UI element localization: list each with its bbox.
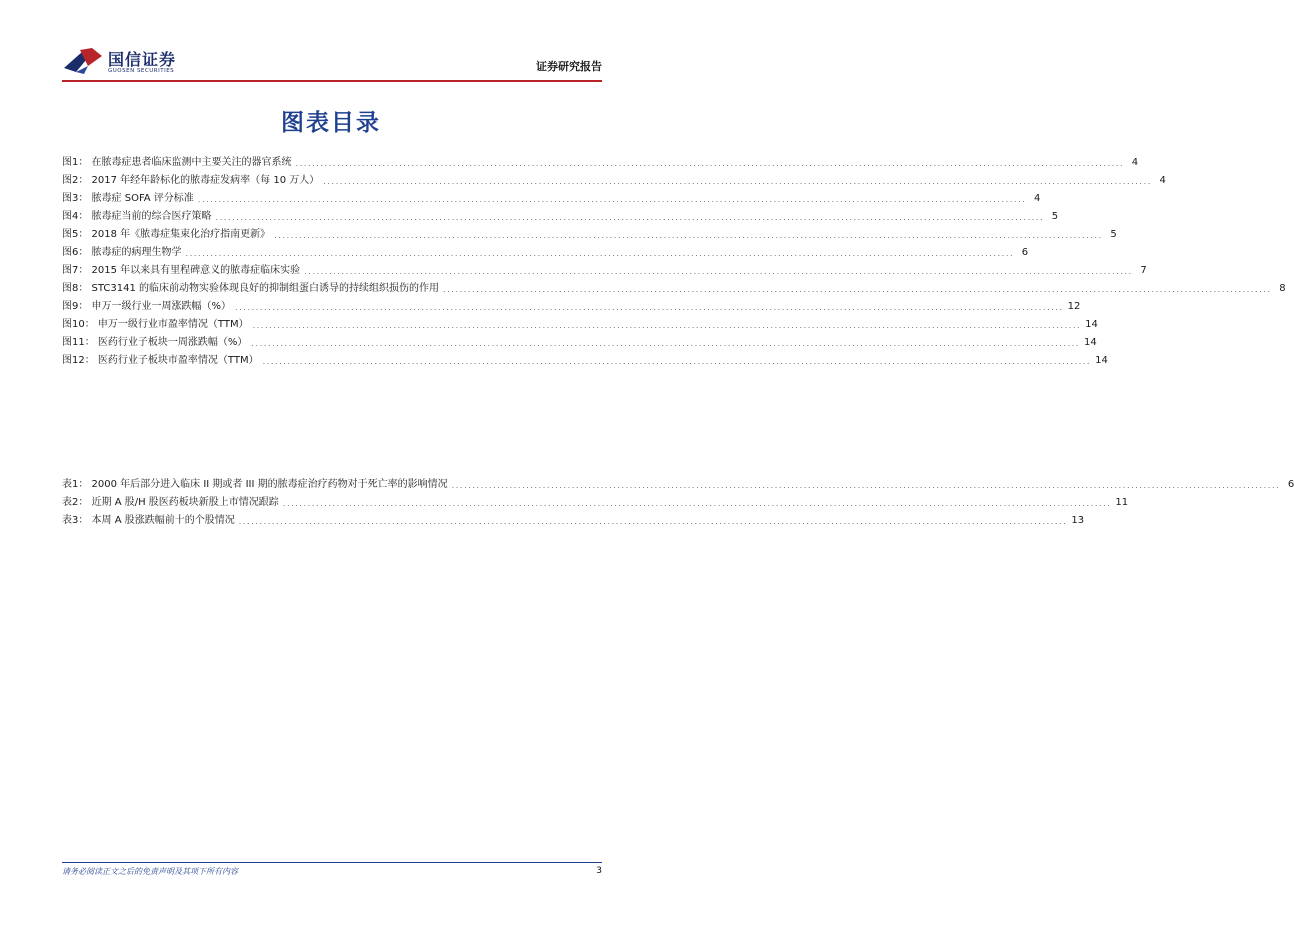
toc-entry-label: 图4： 脓毒症当前的综合医疗策略 (62, 211, 212, 222)
table-toc-entry[interactable] (62, 476, 1294, 494)
toc-entry-page: 6 (1021, 247, 1029, 258)
toc-entry-page: 5 (1051, 211, 1059, 222)
figure-toc-entry[interactable] (62, 244, 1029, 262)
figure-toc-entry[interactable] (62, 190, 1041, 208)
table-toc-entry[interactable] (62, 494, 1129, 512)
toc-dot-leader: ........................................................................................................................................................................................................ (235, 303, 1064, 312)
footer-disclaimer: 请务必阅读正文之后的免责声明及其项下所有内容 (62, 867, 238, 876)
toc-entry-page: 12 (1067, 301, 1081, 312)
figure-toc-entry[interactable] (62, 334, 1097, 352)
figure-toc-entry[interactable] (62, 226, 1117, 244)
toc-entry-label: 图9： 申万一级行业一周涨跌幅（%） (62, 301, 232, 312)
figure-toc-entry[interactable] (62, 280, 1286, 298)
toc-entry-label: 表2： 近期 A 股/H 股医药板块新股上市情况跟踪 (62, 497, 279, 508)
toc-entry-label: 图11： 医药行业子板块一周涨跌幅（%） (62, 337, 248, 348)
toc-dot-leader: ........................................................................................................................................................................................................ (185, 249, 1015, 258)
figure-toc-entry[interactable] (62, 172, 1166, 190)
toc-dot-leader: ........................................................................................................................................................................................................ (304, 267, 1133, 276)
toc-entry-label: 表3： 本周 A 股涨跌幅前十的个股情况 (62, 515, 235, 526)
page-title: 图表目录 (281, 110, 381, 136)
toc-entry-label: 图12： 医药行业子板块市盈率情况（TTM） (62, 355, 259, 366)
figure-toc-entry[interactable] (62, 298, 1081, 316)
toc-entry-page: 14 (1085, 319, 1098, 330)
toc-entry-page: 5 (1110, 229, 1117, 240)
toc-dot-leader: ........................................................................................................................................................................................................ (197, 195, 1027, 204)
guosen-logo-icon (62, 46, 104, 76)
footer-divider (62, 862, 602, 863)
toc-entry-label: 图7： 2015 年以来具有里程碑意义的脓毒症临床实验 (62, 265, 301, 276)
toc-entry-label: 图8： STC3141 的临床前动物实验体现良好的抑制组蛋白诱导的持续组织损伤的作用 (62, 283, 440, 294)
page-header (62, 44, 602, 80)
figure-toc-entry[interactable] (62, 352, 1108, 370)
figure-toc-entry[interactable] (62, 262, 1147, 280)
toc-entry-page: 4 (1131, 157, 1139, 168)
toc-entry-page: 4 (1159, 175, 1166, 186)
toc-entry-label: 图5： 2018 年《脓毒症集束化治疗指南更新》 (62, 229, 271, 240)
toc-entry-label: 图3： 脓毒症 SOFA 评分标准 (62, 193, 194, 204)
toc-dot-leader: ........................................................................................................................................................................................................ (251, 339, 1080, 348)
toc-entry-page: 4 (1034, 193, 1041, 204)
toc-dot-leader: ........................................................................................................................................................................................................ (295, 159, 1125, 168)
toc-dot-leader: ........................................................................................................................................................................................................ (274, 231, 1103, 240)
toc-dot-leader: ........................................................................................................................................................................................................ (443, 285, 1272, 294)
figure-toc-entry[interactable] (62, 154, 1139, 172)
toc-entry-label: 表1： 2000 年后部分进入临床 II 期或者 III 期的脓毒症治疗药物对于死亡率的影响情况 (62, 479, 448, 490)
figure-list (62, 154, 1286, 370)
toc-entry-label: 图10： 申万一级行业市盈率情况（TTM） (62, 319, 249, 330)
toc-dot-leader: ........................................................................................................................................................................................................ (323, 177, 1152, 186)
guosen-logo (62, 44, 192, 80)
toc-entry-page: 7 (1140, 265, 1147, 276)
toc-dot-leader: ........................................................................................................................................................................................................ (238, 517, 1068, 526)
logo-english-name: GUOSEN SECURITIES (108, 68, 175, 74)
toc-entry-page: 8 (1279, 283, 1286, 294)
toc-entry-page: 6 (1287, 479, 1294, 490)
header-divider (62, 80, 602, 82)
page-number: 3 (596, 866, 602, 876)
toc-dot-leader: ........................................................................................................................................................................................................ (282, 499, 1112, 508)
figure-toc-entry[interactable] (62, 316, 1098, 334)
toc-entry-page: 13 (1071, 515, 1085, 526)
toc-entry-label: 图1： 在脓毒症患者临床监测中主要关注的器官系统 (62, 157, 292, 168)
figure-toc-entry[interactable] (62, 208, 1059, 226)
toc-entry-label: 图6： 脓毒症的病理生物学 (62, 247, 182, 258)
report-type-label: 证券研究报告 (536, 60, 602, 73)
toc-dot-leader: ........................................................................................................................................................................................................ (215, 213, 1045, 222)
toc-entry-label: 图2： 2017 年经年龄标化的脓毒症发病率（每 10 万人） (62, 175, 320, 186)
toc-entry-page: 14 (1084, 337, 1097, 348)
toc-dot-leader: ........................................................................................................................................................................................................ (262, 357, 1092, 366)
toc-dot-leader: ........................................................................................................................................................................................................ (252, 321, 1082, 330)
toc-entry-page: 11 (1115, 497, 1129, 508)
toc-dot-leader: ........................................................................................................................................................................................................ (451, 481, 1281, 490)
logo-chinese-name: 国信证券 (108, 50, 177, 69)
table-list (62, 476, 1294, 530)
table-toc-entry[interactable] (62, 512, 1085, 530)
toc-entry-page: 14 (1095, 355, 1108, 366)
